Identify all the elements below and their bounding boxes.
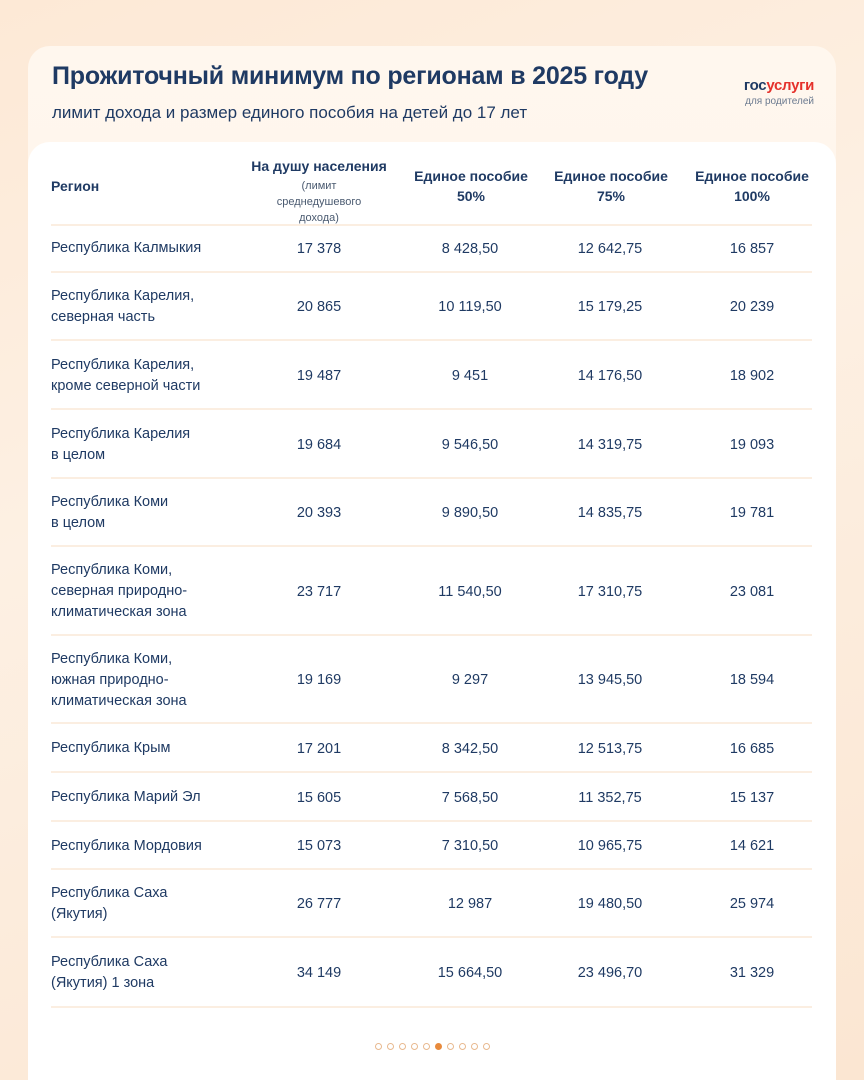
column-header-per-capita-label: На душу населения	[251, 158, 387, 174]
pagination-dot[interactable]	[483, 1043, 490, 1050]
benefit-50-cell: 8 342,50	[441, 740, 499, 757]
per-capita-cell: 20 865	[296, 299, 342, 315]
column-header-per-capita	[239, 156, 399, 226]
column-header-per-capita-sub: (лимит среднедушевого дохода)	[276, 180, 362, 224]
subsistence-table	[28, 142, 836, 1080]
region-cell: Республика Карелия, кроме северной части	[51, 356, 201, 394]
benefit-50-cell: 9 890,50	[441, 505, 499, 521]
benefit-75-cell: 14 176,50	[577, 367, 643, 384]
benefit-75-cell: 19 480,50	[577, 896, 643, 912]
benefit-100-cell: 31 329	[729, 965, 775, 981]
pagination-dot[interactable]	[399, 1043, 406, 1050]
pagination-dot[interactable]	[411, 1043, 418, 1050]
logo-subtitle: для родителей	[745, 96, 814, 107]
per-capita-cell: 17 201	[296, 740, 342, 757]
pagination-dot[interactable]	[447, 1043, 454, 1050]
table-row	[28, 410, 836, 479]
region-cell: Республика Коми в целом	[51, 494, 169, 531]
pagination-dot[interactable]	[387, 1043, 394, 1050]
table-row	[28, 341, 836, 410]
per-capita-cell: 34 149	[296, 965, 342, 981]
table-row	[28, 224, 836, 273]
benefit-50-cell: 9 546,50	[441, 436, 499, 453]
table-row	[28, 547, 836, 636]
benefit-75-cell: 12 642,75	[577, 240, 643, 257]
column-header-benefit-50: Единое пособие 50%	[414, 168, 528, 204]
table-row	[28, 938, 836, 1008]
benefit-75-cell: 17 310,75	[577, 583, 643, 600]
benefit-50-cell: 12 987	[447, 896, 493, 912]
benefit-100-cell: 16 857	[729, 240, 775, 257]
region-cell: Республика Крым	[51, 740, 171, 756]
region-cell: Республика Марий Эл	[51, 789, 201, 805]
pagination-dot[interactable]	[423, 1043, 430, 1050]
benefit-100-cell: 18 902	[729, 367, 775, 384]
per-capita-cell: 17 378	[296, 240, 342, 257]
benefit-50-cell: 7 310,50	[441, 838, 499, 854]
benefit-100-cell: 19 093	[729, 436, 775, 453]
page-header	[52, 62, 648, 123]
table-row	[28, 870, 836, 938]
region-cell: Республика Коми, южная природно- климатическая зона	[51, 650, 187, 709]
benefit-75-cell: 14 835,75	[577, 505, 643, 521]
benefit-100-cell: 18 594	[729, 672, 775, 688]
benefit-100-cell: 14 621	[729, 838, 775, 854]
benefit-50-cell: 8 428,50	[441, 240, 499, 257]
benefit-100-cell: 20 239	[729, 299, 775, 315]
per-capita-cell: 19 684	[296, 436, 342, 453]
table-header	[28, 142, 836, 224]
region-cell: Республика Саха (Якутия)	[51, 885, 168, 922]
benefit-100-cell: 19 781	[729, 505, 775, 521]
carousel-pagination	[0, 1043, 864, 1050]
per-capita-cell: 15 605	[296, 789, 342, 806]
pagination-dot[interactable]	[375, 1043, 382, 1050]
column-header-benefit-100: Единое пособие 100%	[695, 168, 809, 204]
benefit-75-cell: 13 945,50	[577, 672, 643, 688]
per-capita-cell: 19 487	[296, 367, 342, 384]
region-cell: Республика Калмыкия	[51, 240, 202, 256]
per-capita-cell: 26 777	[296, 896, 342, 912]
per-capita-cell: 23 717	[296, 583, 342, 600]
region-cell: Республика Карелия, северная часть	[51, 288, 195, 325]
table-row	[28, 479, 836, 547]
table-row	[28, 773, 836, 822]
benefit-75-cell: 12 513,75	[577, 740, 643, 757]
column-header-region: Регион	[51, 178, 100, 194]
table-row	[28, 822, 836, 870]
pagination-dot[interactable]	[471, 1043, 478, 1050]
benefit-100-cell: 16 685	[729, 740, 775, 757]
gosuslugi-logo	[744, 77, 814, 107]
benefit-50-cell: 7 568,50	[441, 789, 499, 806]
per-capita-cell: 20 393	[296, 505, 342, 521]
benefit-50-cell: 9 451	[451, 367, 489, 384]
per-capita-cell: 15 073	[296, 838, 342, 854]
region-cell: Республика Мордовия	[51, 837, 202, 854]
logo-main	[744, 77, 814, 94]
region-cell: Республика Коми, северная природно- климатическая зона	[51, 562, 188, 620]
page-title: Прожиточный минимум по регионам в 2025 году	[52, 62, 648, 90]
benefit-100-cell: 23 081	[729, 583, 775, 600]
benefit-100-cell: 25 974	[729, 896, 775, 912]
benefit-50-cell: 11 540,50	[438, 583, 502, 600]
region-cell: Республика Саха (Якутия) 1 зона	[51, 954, 168, 991]
logo-prefix: гос	[743, 77, 767, 94]
pagination-dot[interactable]	[435, 1043, 442, 1050]
table-row	[28, 724, 836, 773]
benefit-75-cell: 11 352,75	[578, 789, 642, 806]
benefit-50-cell: 15 664,50	[437, 965, 503, 981]
table-row	[28, 636, 836, 724]
logo-accent: услуги	[766, 77, 814, 94]
benefit-75-cell: 10 965,75	[577, 838, 643, 854]
benefit-100-cell: 15 137	[729, 789, 775, 806]
column-header-benefit-75: Единое пособие 75%	[554, 168, 668, 204]
per-capita-cell: 19 169	[296, 672, 342, 688]
pagination-dot[interactable]	[459, 1043, 466, 1050]
benefit-75-cell: 14 319,75	[577, 436, 643, 453]
page-subtitle: лимит дохода и размер единого пособия на детей до 17 лет	[52, 103, 528, 122]
region-cell: Республика Карелия в целом	[51, 425, 191, 463]
benefit-75-cell: 15 179,25	[577, 299, 643, 315]
table-row	[28, 273, 836, 341]
benefit-50-cell: 9 297	[451, 672, 489, 688]
benefit-75-cell: 23 496,70	[577, 965, 643, 981]
benefit-50-cell: 10 119,50	[438, 299, 502, 315]
